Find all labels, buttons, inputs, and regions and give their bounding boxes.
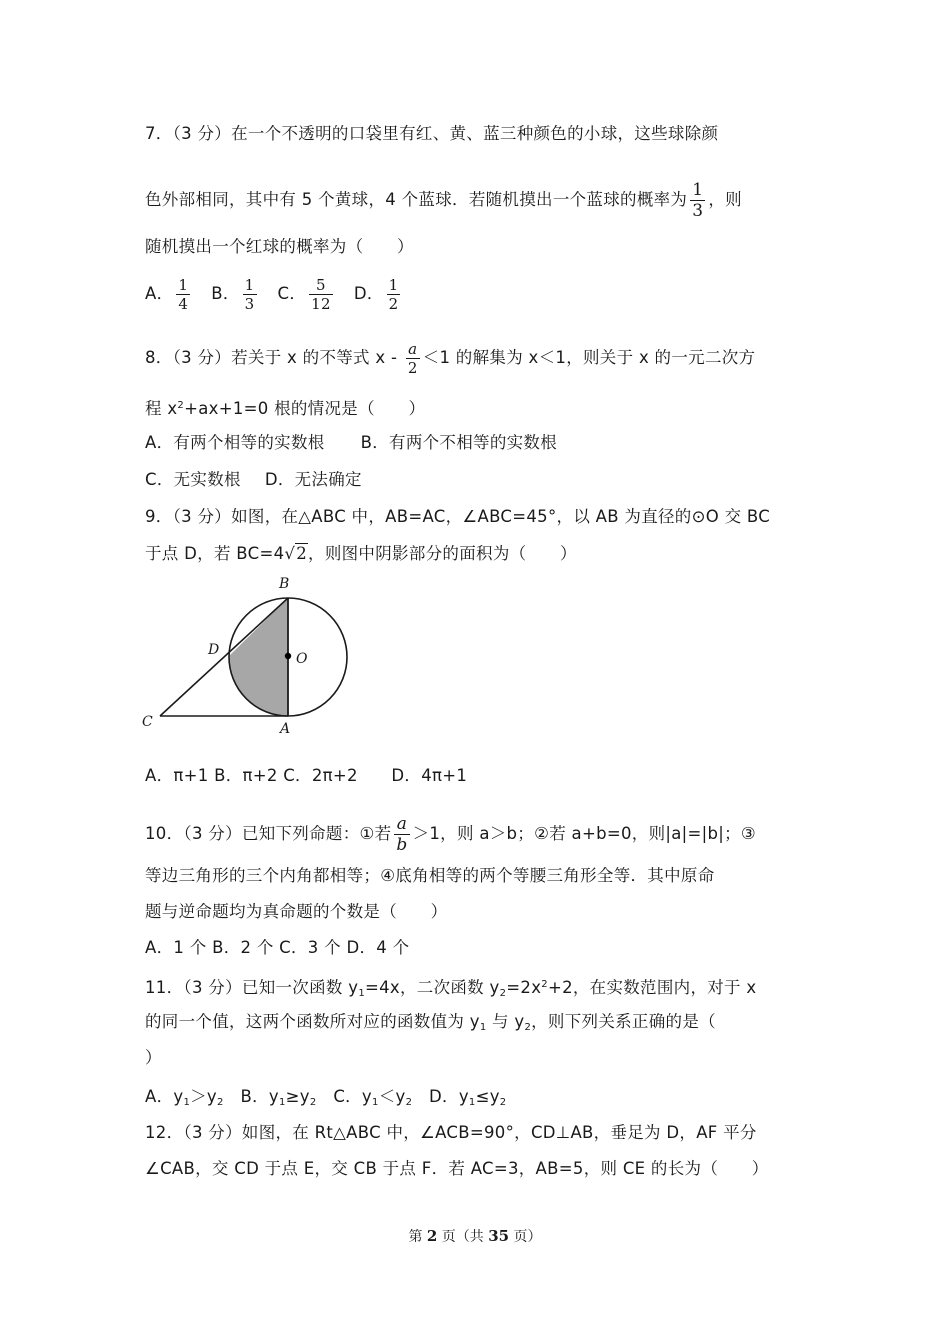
- footer-suffix: 页）: [509, 1229, 542, 1245]
- q9-label-a: A: [280, 721, 291, 737]
- footer-middle: 页（共: [437, 1229, 489, 1245]
- q7-opt-a-frac: [176, 276, 190, 313]
- q9-shaded-region: [229, 598, 288, 716]
- q11-opt-d-sub1: 1: [468, 1097, 476, 1108]
- q10-line1: [145, 814, 756, 855]
- q8-option-c: C．无实数根: [145, 470, 241, 489]
- footer-total-pages: 35: [488, 1227, 510, 1245]
- q7-line2-end: ，则: [708, 190, 742, 209]
- q12-line1: 12．（3 分）如图，在 Rt△ABC 中，∠ACB=90°，CD⊥AB，垂足为 D，AF 平分: [145, 1123, 757, 1142]
- q8-line1: [145, 340, 755, 377]
- q9-label-d: D: [208, 642, 220, 658]
- q9-line2-b: ，则图中阴影部分的面积为（ ）: [308, 544, 577, 563]
- q7-line3: 随机摸出一个红球的概率为（ ）: [145, 237, 414, 256]
- q9-line1: 9．（3 分）如图，在△ABC 中，AB=AC，∠ABC=45°，以 AB 为直径的⊙O 交 BC: [145, 507, 771, 526]
- q8-option-a: A．有两个相等的实数根: [145, 433, 325, 452]
- q9-line2-a: 于点 D，若 BC=4: [145, 544, 285, 563]
- q11-l1d: +2，在实数范围内，对于 x: [547, 978, 757, 997]
- q11-l1b: =4x，二次函数 y: [364, 978, 500, 997]
- q8-line2-b: +ax+1=0 根的情况是（ ）: [184, 399, 426, 418]
- q7-opt-d-den: 2: [388, 295, 399, 313]
- q9-label-c: C: [142, 714, 153, 730]
- q11-opt-d-rel: ≤y: [475, 1087, 500, 1106]
- q11-opt-c-sub1: 1: [372, 1097, 379, 1108]
- q7-frac-den: 3: [692, 201, 704, 221]
- q10-line2: 等边三角形的三个内角都相等；④底角相等的两个等腰三角形全等．其中原命: [145, 866, 715, 885]
- q8-line1-a: 8．（3 分）若关于 x 的不等式 x -: [145, 348, 403, 367]
- q10-fraction: [394, 814, 409, 855]
- q7-opt-b-frac: [243, 276, 257, 313]
- q7-opt-b-label: B．: [211, 284, 240, 303]
- q11-opt-b-sub2: 2: [309, 1097, 317, 1108]
- q7-opt-d-num: 1: [388, 276, 399, 294]
- q7-opt-c-num: 5: [316, 276, 326, 294]
- q8-line1-b: ＜1 的解集为 x＜1，则关于 x 的一元二次方: [422, 348, 756, 367]
- q10-frac-num: a: [396, 814, 408, 834]
- q10-line3: 题与逆命题均为真命题的个数是（ ）: [145, 902, 448, 921]
- q11-sub-3: 1: [479, 1022, 487, 1033]
- q7-opt-c-den: 12: [311, 295, 331, 313]
- q11-options: [145, 1086, 506, 1114]
- q9-label-b: B: [279, 576, 290, 592]
- q11-opt-c-sub2: 2: [405, 1097, 413, 1108]
- q9-line2: [145, 543, 577, 565]
- q9-sqrt: √2: [284, 544, 308, 563]
- q7-opt-d-frac: [387, 276, 401, 313]
- q10-frac-den: b: [396, 835, 408, 855]
- q11-l2b: 与 y: [486, 1012, 525, 1031]
- q11-opt-b: B．y: [223, 1087, 279, 1106]
- q11-l2a: 的同一个值，这两个函数所对应的函数值为 y: [145, 1012, 480, 1031]
- q9-label-o: O: [296, 651, 308, 667]
- q7-line1: 7．（3 分）在一个不透明的口袋里有红、黄、蓝三种颜色的小球，这些球除颜: [145, 124, 719, 143]
- q7-frac-num: 1: [692, 180, 704, 200]
- q11-l1c: =2x: [506, 978, 542, 997]
- q9-geometry-figure: [136, 572, 356, 744]
- q11-opt-a-sub2: 2: [217, 1097, 224, 1108]
- page-footer: [0, 1226, 950, 1246]
- q9-options: A．π+1 B．π+2 C．2π+2 D．4π+1: [145, 766, 468, 785]
- footer-page-number: 2: [426, 1227, 438, 1245]
- q11-sup-2: 2: [541, 979, 548, 990]
- q12-line2: ∠CAB，交 CD 于点 E，交 CB 于点 F．若 AC=3，AB=5，则 CE 的长为（ ）: [145, 1159, 769, 1178]
- q7-line2: [145, 180, 742, 221]
- q11-l2c: ，则下列关系正确的是（: [531, 1012, 716, 1031]
- q7-options: [145, 276, 403, 313]
- q11-opt-d-sub2: 2: [499, 1097, 507, 1108]
- q11-line3: ）: [145, 1048, 162, 1067]
- q7-opt-a-num: 1: [178, 276, 189, 294]
- q7-opt-b-num: 1: [244, 276, 255, 294]
- q7-fraction: [690, 180, 705, 221]
- q11-opt-d: D．y: [412, 1087, 469, 1106]
- q7-opt-a-den: 4: [178, 295, 189, 313]
- q11-sub-4: 2: [524, 1022, 532, 1033]
- q7-opt-b-den: 3: [244, 295, 255, 313]
- q8-frac-den: 2: [407, 359, 418, 377]
- q8-options-ab: [145, 432, 557, 454]
- q7-line2-text: 色外部相同，其中有 5 个黄球，4 个蓝球．若随机摸出一个蓝球的概率为: [145, 190, 688, 209]
- q11-l1a: 11．（3 分）已知一次函数 y: [145, 978, 359, 997]
- q11-sub-2: 2: [499, 988, 507, 999]
- q7-opt-d-label: D．: [353, 284, 384, 303]
- q11-opt-c: C．y: [316, 1087, 373, 1106]
- q10-options: A．1 个 B．2 个 C．3 个 D．4 个: [145, 938, 410, 957]
- q11-opt-b-rel: ≥y: [285, 1087, 310, 1106]
- q11-line1: [145, 974, 756, 1005]
- q11-opt-c-rel: ＜y: [378, 1087, 406, 1106]
- q10-line1-a: 10．（3 分）已知下列命题：①若: [145, 824, 392, 843]
- q10-line1-b: ＞1，则 a＞b；②若 a+b=0，则|a|=|b|；③: [412, 824, 757, 843]
- q11-sub-1: 1: [358, 988, 365, 999]
- q11-opt-b-sub1: 1: [278, 1097, 286, 1108]
- q7-opt-c-frac: [309, 276, 333, 313]
- q11-opt-a-sub1: 1: [183, 1097, 191, 1108]
- q8-option-b: B．有两个不相等的实数根: [360, 433, 558, 452]
- q8-options-cd: [145, 469, 362, 491]
- q7-opt-a-label: A．: [145, 284, 174, 303]
- footer-prefix: 第: [408, 1229, 427, 1245]
- q8-option-d: D．无法确定: [264, 470, 362, 489]
- q8-line2-a: 程 x: [145, 399, 178, 418]
- q11-opt-a: A．y: [145, 1087, 184, 1106]
- q8-frac-num: a: [408, 340, 418, 358]
- q8-line2: [145, 395, 425, 420]
- q11-line2: [145, 1011, 716, 1039]
- q8-fraction: [406, 340, 420, 377]
- q7-opt-c-label: C．: [277, 284, 307, 303]
- q11-opt-a-rel: ＞y: [190, 1087, 217, 1106]
- q9-radicand: 2: [296, 544, 308, 563]
- q9-center-dot: [285, 653, 291, 659]
- q8-exponent: 2: [177, 400, 185, 411]
